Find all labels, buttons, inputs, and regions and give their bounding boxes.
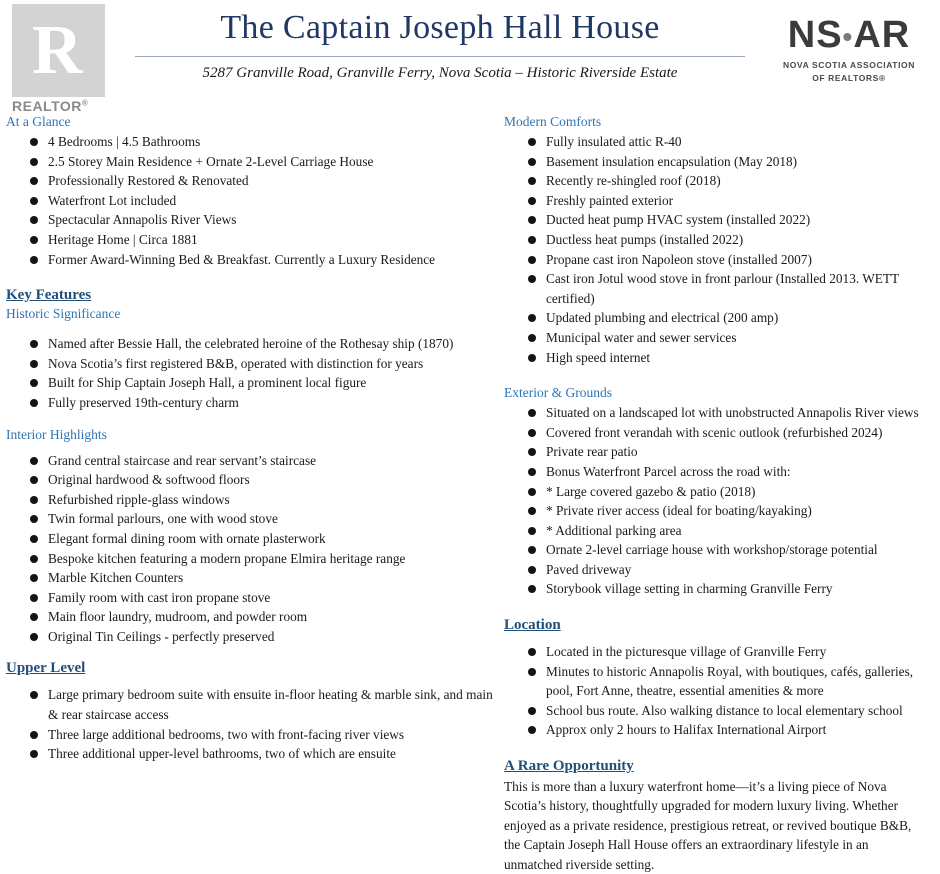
list-item: Minutes to historic Annapolis Royal, with boutiques, cafés, galleries, pool, Fort Anne, theatre, essential amenities & more [528,662,938,701]
content-columns [0,114,940,872]
section-exterior-grounds [498,385,938,599]
list-item: Freshly painted exterior [528,191,938,211]
list-item: * Private river access (ideal for boating/kayaking) [528,501,938,521]
list-item: Original Tin Ceilings - perfectly preserved [30,627,498,647]
list-item: Three large additional bedrooms, two with front-facing river views [30,725,498,745]
list-item: Ductless heat pumps (installed 2022) [528,230,938,250]
section-key-features [0,287,498,304]
nsar-logo [766,14,932,84]
list-item: Located in the picturesque village of Granville Ferry [528,642,938,662]
list-item: Ornate 2-level carriage house with workshop/storage potential [528,540,938,560]
list-item: Former Award-Winning Bed & Breakfast. Currently a Luxury Residence [30,250,498,270]
right-column [498,114,938,874]
title-divider [135,56,745,57]
document-header [0,0,940,112]
realtor-trademark: ® [81,98,89,108]
list-item: Waterfront Lot included [30,191,498,211]
list-item: High speed internet [528,348,938,368]
list-item: Private rear patio [528,442,938,462]
section-at-a-glance [0,114,498,269]
realtor-wordmark [12,98,88,114]
list-item: Propane cast iron Napoleon stove (installed 2007) [528,250,938,270]
list-item: * Additional parking area [528,521,938,541]
page-subtitle: 5287 Granville Road, Granville Ferry, Nova Scotia – Historic Riverside Estate [202,65,678,81]
list-item: Family room with cast iron propane stove [30,588,498,608]
list-item: Ducted heat pump HVAC system (installed 2022) [528,210,938,230]
section-heading-historic-significance: Historic Significance [6,306,121,322]
historic-significance-list [0,334,498,412]
left-column [0,114,498,764]
section-heading-location: Location [504,617,561,634]
list-item: Paved driveway [528,560,938,580]
list-item: Fully preserved 19th-century charm [30,393,498,413]
list-item: Built for Ship Captain Joseph Hall, a prominent local figure [30,373,498,393]
section-location [498,617,938,740]
section-rare-opportunity [498,758,938,874]
list-item: Approx only 2 hours to Halifax International Airport [528,720,938,740]
list-item: Nova Scotia’s first registered B&B, operated with distinction for years [30,354,498,374]
list-item: School bus route. Also walking distance to local elementary school [528,701,938,721]
list-item: Cast iron Jotul wood stove in front parlour (Installed 2013. WETT certified) [528,269,938,308]
list-item: Named after Bessie Hall, the celebrated heroine of the Rothesay ship (1870) [30,334,498,354]
nsar-mark-dot: • [842,20,854,52]
list-item: Refurbished ripple-glass windows [30,490,498,510]
list-item: Heritage Home | Circa 1881 [30,230,498,250]
list-item: Spectacular Annapolis River Views [30,210,498,230]
section-heading-rare-opportunity: A Rare Opportunity [504,758,634,775]
section-interior-highlights [0,427,498,647]
list-item: Three additional upper-level bathrooms, two of which are ensuite [30,744,498,764]
nsar-mark-lead: NS [787,14,843,56]
list-item: Covered front verandah with scenic outlook (refurbished 2024) [528,423,938,443]
list-item: Bespoke kitchen featuring a modern propane Elmira heritage range [30,549,498,569]
list-item: Main floor laundry, mudroom, and powder room [30,607,498,627]
list-item: Bonus Waterfront Parcel across the road with: [528,462,938,482]
section-heading-interior-highlights: Interior Highlights [6,426,107,442]
list-item: Municipal water and sewer services [528,328,938,348]
list-item: Situated on a landscaped lot with unobstructed Annapolis River views [528,403,938,423]
realtor-logo-letter: R [32,12,83,89]
modern-comforts-list [498,132,938,367]
page-title: The Captain Joseph Hall House [220,9,660,46]
rare-opportunity-paragraph: This is more than a luxury waterfront home—it’s a living piece of Nova Scotia’s history, thoughtfully upgraded for modern luxury living. Whether enjoyed as a private residence, prestigious retreat, or revived boutique B&B, the Captain Joseph Hall House offers an extraordinary lifestyle in an unmatched riverside setting. [504,779,912,872]
location-list [498,642,938,740]
list-item: Professionally Restored & Renovated [30,171,498,191]
list-item: Recently re-shingled roof (2018) [528,171,938,191]
interior-highlights-list [0,451,498,647]
list-item: Updated plumbing and electrical (200 amp) [528,308,938,328]
section-heading-key-features: Key Features [6,287,92,304]
section-heading-upper-level: Upper Level [6,660,86,677]
realtor-logo-box [12,4,105,97]
upper-level-list [0,685,498,763]
list-item: Fully insulated attic R-40 [528,132,938,152]
realtor-logo [6,2,106,114]
nsar-subtitle-line1: NOVA SCOTIA ASSOCIATION [782,59,915,70]
list-item: 4 Bedrooms | 4.5 Bathrooms [30,132,498,152]
nsar-mark-tail: AR [853,14,911,56]
section-upper-level [0,660,498,763]
list-item: Original hardwood & softwood floors [30,470,498,490]
list-item: Large primary bedroom suite with ensuite in-floor heating & marble sink, and main & rear staircase access [30,685,498,724]
section-heading-modern-comforts: Modern Comforts [504,114,602,129]
realtor-wordmark-text: REALTOR [12,98,82,114]
section-modern-comforts [498,114,938,367]
list-item: Twin formal parlours, one with wood stove [30,509,498,529]
list-item: Elegant formal dining room with ornate plasterwork [30,529,498,549]
list-item: Grand central staircase and rear servant’s staircase [30,451,498,471]
section-historic-significance [0,306,498,412]
exterior-grounds-list [498,403,938,599]
nsar-wordmark [766,14,932,58]
list-item: Storybook village setting in charming Granville Ferry [528,579,938,599]
list-item: Basement insulation encapsulation (May 2018) [528,152,938,172]
nsar-subtitle-line2: OF REALTORS® [812,72,886,83]
list-item: Marble Kitchen Counters [30,568,498,588]
title-block [110,6,770,82]
section-heading-exterior-grounds: Exterior & Grounds [504,385,612,401]
section-heading-at-a-glance: At a Glance [6,114,71,129]
list-item: 2.5 Storey Main Residence + Ornate 2-Level Carriage House [30,152,498,172]
list-item: * Large covered gazebo & patio (2018) [528,482,938,502]
at-a-glance-list [0,132,498,269]
